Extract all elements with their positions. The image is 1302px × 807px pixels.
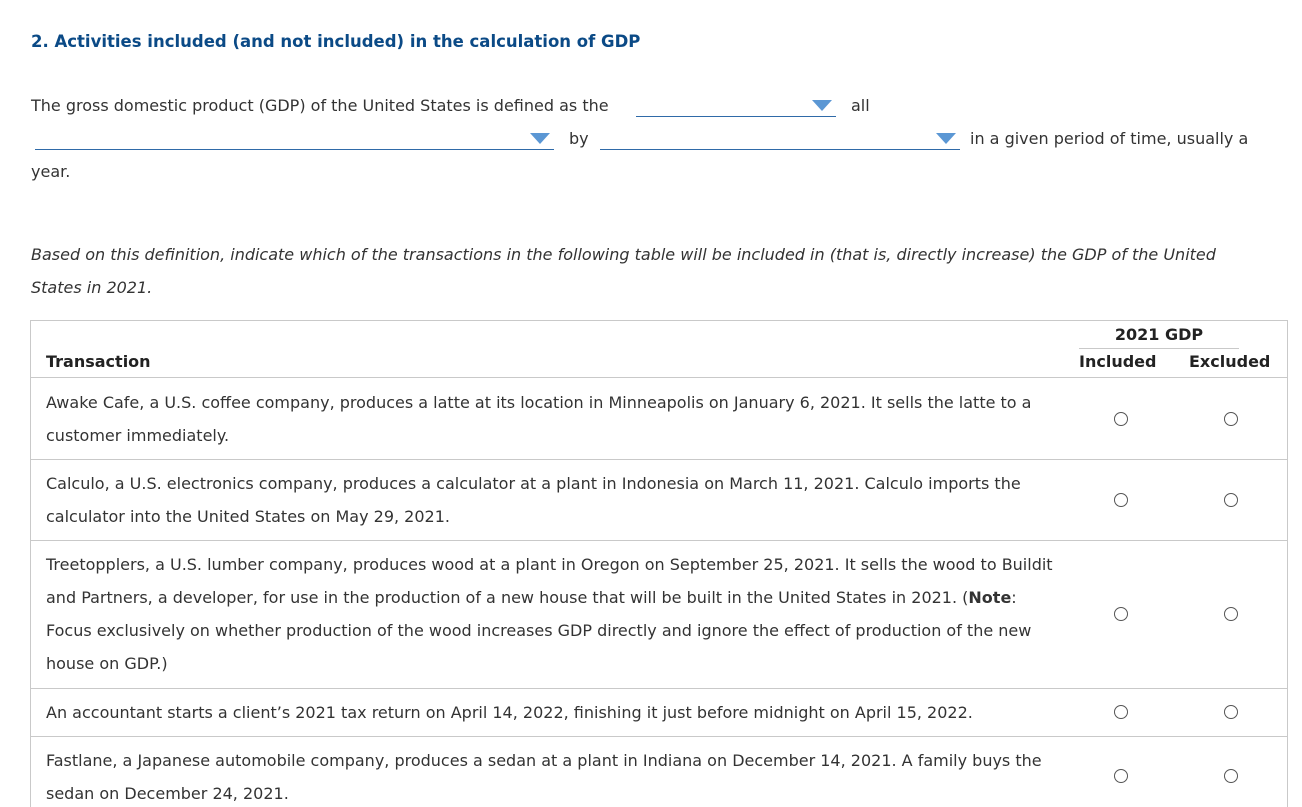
transaction-text: An accountant starts a client’s 2021 tax return on April 14, 2022, finishing it just before midnight on April 15, 2022.	[46, 703, 973, 722]
included-radio[interactable]	[1114, 705, 1128, 719]
transactions-table	[30, 320, 1288, 807]
transaction-text: Calculo, a U.S. electronics company, produces a calculator at a plant in Indonesia on March 11, 2021. Calculo imports the calculator into the United States on May 29, 2021.	[46, 474, 1021, 526]
table-row	[31, 460, 1287, 541]
note-text: Focus exclusively on whether production of the wood increases GDP directly and ignore the effect of production of the new house on GDP.	[46, 621, 1032, 673]
excluded-radio[interactable]	[1224, 769, 1238, 783]
transaction-text: Awake Cafe, a U.S. coffee company, produces a latte at its location in Minneapolis on January 6, 2021. It sells the latte to a customer immediately.	[46, 393, 1032, 445]
gdp-definition-dropdown-3[interactable]	[600, 127, 960, 150]
column-header-included: Included	[1079, 352, 1157, 371]
excluded-radio[interactable]	[1224, 412, 1238, 426]
excluded-radio[interactable]	[1224, 493, 1238, 507]
note-label: Note	[968, 588, 1012, 607]
table-row	[31, 541, 1287, 689]
transaction-text: Treetopplers, a U.S. lumber company, produces wood at a plant in Oregon on September 25, 2021. It sells the wood to Buildit and Partners, a developer, for use in the production of a new house that will be built in the United States in 2021. (Note: Focus exclusively on whether production of the wood increases GDP directly and ignore the effect of production of the new house on GDP.)	[46, 555, 1053, 673]
excluded-radio[interactable]	[1224, 607, 1238, 621]
definition-text-part3: by	[569, 129, 589, 148]
chevron-down-icon	[812, 100, 832, 111]
column-header-transaction: Transaction	[46, 352, 151, 371]
transaction-text: Fastlane, a Japanese automobile company, produces a sedan at a plant in Indiana on December 14, 2021. A family buys the sedan on December 24, 2021.	[46, 751, 1042, 803]
table-row	[31, 737, 1287, 807]
included-radio[interactable]	[1114, 769, 1128, 783]
table-header	[31, 321, 1287, 378]
question-title: 2. Activities included (and not included) in the calculation of GDP	[31, 32, 641, 51]
included-radio[interactable]	[1114, 412, 1128, 426]
table-row	[31, 689, 1287, 737]
column-header-excluded: Excluded	[1189, 352, 1271, 371]
gdp-definition-dropdown-2[interactable]	[35, 127, 554, 150]
chevron-down-icon	[530, 133, 550, 144]
included-radio[interactable]	[1114, 493, 1128, 507]
definition-text-part2: all	[851, 96, 870, 115]
instructions-line1: Based on this definition, indicate which of the transactions in the following table will be included in (that is, directly increase) the GDP of the United	[31, 245, 1216, 264]
column-group-header-2021-gdp: 2021 GDP	[1079, 325, 1239, 349]
gdp-definition-dropdown-1[interactable]	[636, 94, 836, 117]
excluded-radio[interactable]	[1224, 705, 1238, 719]
definition-text-part5: year.	[31, 162, 71, 181]
chevron-down-icon	[936, 133, 956, 144]
table-row	[31, 378, 1287, 460]
instructions-line2: States in 2021.	[31, 278, 153, 297]
definition-text-part1: The gross domestic product (GDP) of the United States is defined as the	[31, 96, 609, 115]
transaction-main-text: Treetopplers, a U.S. lumber company, produces wood at a plant in Oregon on September 25, 2021. It sells the wood to Buildit and Partners, a developer, for use in the production of a new house that will be built in the United States in 2021.	[46, 555, 1053, 607]
included-radio[interactable]	[1114, 607, 1128, 621]
definition-text-part4: in a given period of time, usually a	[970, 129, 1249, 148]
